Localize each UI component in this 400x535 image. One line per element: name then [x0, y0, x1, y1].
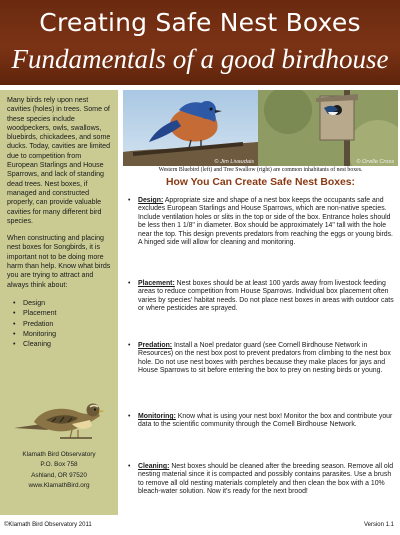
list-item-placement: • Placement [13, 308, 113, 318]
photo-credit-right: © Orville Cross [356, 159, 394, 165]
section-heading: How You Can Create Safe Nest Boxes: [165, 177, 355, 188]
western-bluebird-icon [123, 90, 258, 166]
list-item [126, 463, 396, 497]
org-city: Ashland, OR 97520 [31, 471, 87, 479]
item-text: Nest boxes should be cleaned after the breeding season. Remove all old nesting material since it is compacted and possibly contains parasites. Use a brush to remove all old nesting materials completely and then clean the box with a 10% bleach-water solution. Now it's ready for the next brood! [138, 463, 394, 496]
page-subtitle: Fundamentals of a good birdhouse [11, 44, 389, 74]
photo-caption: Western Bluebird (left) and Tree Swallow (right) are common inhabitants of nest boxes. [158, 167, 363, 173]
list-item-monitoring: • Monitoring [13, 329, 113, 339]
item-text: Install a Noel predator guard (see Cornell Birdhouse Network in Resources) on the nest box post to prevent predators from climbing to the nest box hole. Do not use nest boxes with perches because they make places for jays and House Sparrows to sit before entering the box to prey on nesting birds or young. [138, 342, 391, 375]
item-text: Appropriate size and shape of a nest box keeps the occupants safe and excludes European Starlings and House Sparrows, which are non-native species. Include ventilation holes or slits in the top or side of the box. Entrance holes should be less then 1 1/8" in diameter. Box should be approximately 14" tall with the hole near the top. This design prevents predators from reaching the eggs or young birds. A hinged side will allow for cleaning and monitoring. [138, 197, 393, 247]
item-title: Placement: [138, 280, 175, 287]
list-item [126, 413, 396, 430]
list-item-predation: • Predation [13, 319, 113, 329]
sidebar-intro: Many birds rely upon nest cavities (holes) in trees. Some of these species include woodpeckers, owls, swallows, bluebirds, chickadees, and some ducks. Today, cavities are limited due to competition from European Starlings and House Sparrows, and lack of standing dead trees. Nest boxes, if managed and constructed properly, can provide valuable cavities for many different bird species. [7, 96, 111, 225]
item-title: Design: [138, 197, 164, 204]
item-title: Cleaning: [138, 463, 170, 470]
list-item-cleaning: • Cleaning [13, 339, 113, 349]
nest-box-icon [258, 90, 398, 166]
list-item [126, 280, 396, 314]
sidebar-list [13, 298, 113, 349]
org-website: www.KlamathBird.org [28, 482, 90, 490]
header-banner [0, 0, 400, 85]
tree-swallow-photo [258, 90, 398, 166]
bullet-icon: • [128, 463, 131, 470]
item-text: Nest boxes should be at least 100 yards away from livestock feeding areas to reduce competition from House Sparrows. Individual box placement often varies by species' habitat needs. Do not place nest boxes in areas with outdoor cats or where pesticides are sprayed. [138, 280, 394, 313]
organization-address [0, 450, 118, 492]
bullet-icon: • [128, 342, 131, 349]
sparrow-illustration-icon [12, 384, 108, 442]
western-bluebird-photo [123, 90, 258, 166]
list-item [126, 197, 396, 248]
sidebar-paragraph: When constructing and placing nest boxes for Songbirds, it is important not to be doing more harm than help. Know what birds you are trying to attract and always think about: [7, 234, 111, 289]
org-pobox: P.O. Box 758 [40, 461, 78, 469]
item-title: Monitoring: [138, 413, 176, 420]
item-title: Predation: [138, 342, 173, 349]
page-title: Creating Safe Nest Boxes [39, 8, 361, 37]
item-text: Know what is using your nest box! Monitor the box and contribute your data to the scientific community through the Cornell Birdhouse Network. [138, 413, 393, 429]
org-name: Klamath Bird Observatory [22, 451, 96, 458]
list-item-design: • Design [13, 298, 113, 308]
bullet-icon: • [128, 413, 131, 420]
photo-credit-left: © Jim Livaudais [214, 159, 254, 165]
bullet-icon: • [128, 280, 131, 287]
footer-version: Version 1.1 [363, 522, 394, 528]
footer-copyright: ©Klamath Bird Observatory 2011 [4, 522, 92, 528]
list-item [126, 342, 396, 376]
bullet-icon: • [128, 197, 131, 204]
